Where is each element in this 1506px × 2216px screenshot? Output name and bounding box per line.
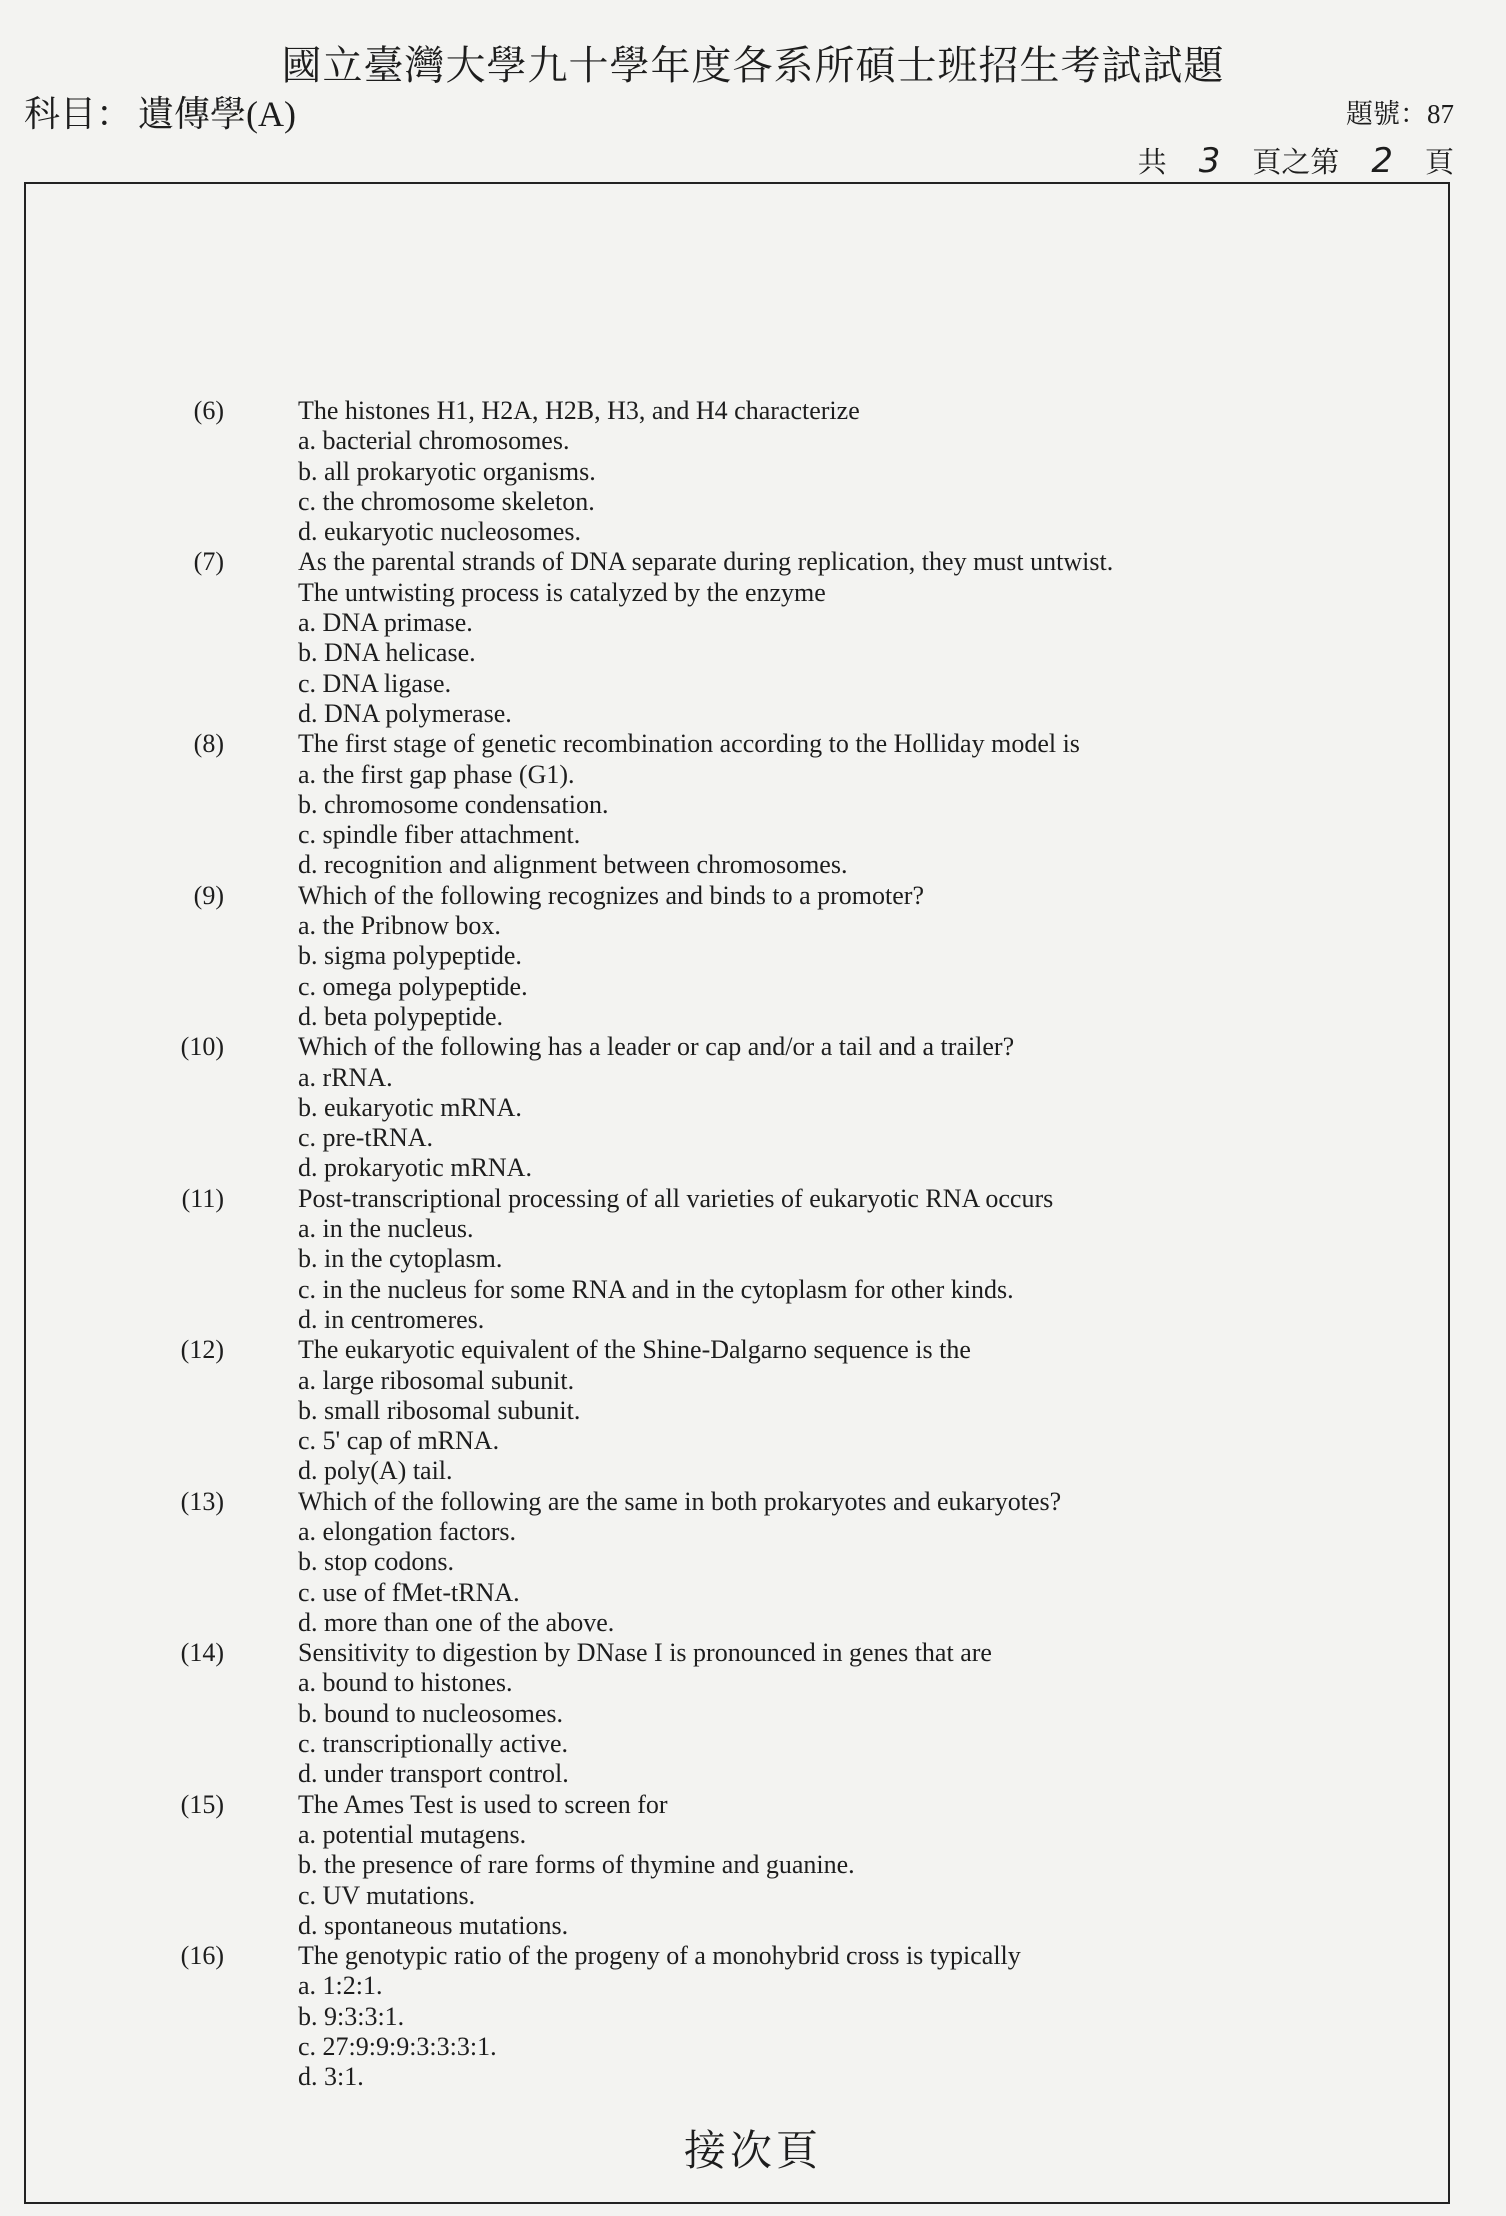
question-number-label: (8) xyxy=(193,729,224,759)
answer-option: c. transcriptionally active. xyxy=(298,1729,569,1759)
answer-option: c. omega polypeptide. xyxy=(298,971,528,1001)
page-total-value: 3 xyxy=(1198,141,1221,181)
answer-option: d. DNA polymerase. xyxy=(298,698,512,728)
answer-option: d. prokaryotic mRNA. xyxy=(298,1153,532,1183)
question-stem xyxy=(298,1487,1390,1517)
question-stem xyxy=(298,1032,1390,1062)
answer-option: b. small ribosomal subunit. xyxy=(298,1395,581,1425)
answer-option: b. all prokaryotic organisms. xyxy=(298,456,596,486)
answer-option: b. 9:3:3:1. xyxy=(298,2001,405,2031)
question-number-label: (9) xyxy=(193,880,224,910)
question-stem xyxy=(298,1638,1390,1668)
answer-option: c. 27:9:9:9:3:3:3:1. xyxy=(298,2032,497,2062)
answer-option: d. spontaneous mutations. xyxy=(298,1910,569,1940)
question-stem-line: As the parental strands of DNA separate during replication, they must untwist. xyxy=(298,547,1114,577)
question-item xyxy=(193,547,1390,729)
question-number-label: (14) xyxy=(180,1638,224,1668)
question-stem xyxy=(298,1941,1390,1971)
answer-option: d. recognition and alignment between chromosomes. xyxy=(298,850,848,880)
question-stem-line: Sensitivity to digestion by DNase I is pronounced in genes that are xyxy=(298,1638,992,1668)
answer-option: d. more than one of the above. xyxy=(298,1607,615,1637)
subject-value: 遺傳學(A) xyxy=(138,94,296,134)
answer-option: a. in the nucleus. xyxy=(298,1214,474,1244)
question-stem xyxy=(298,547,1390,608)
question-number-label: (6) xyxy=(193,396,224,425)
answer-option: b. the presence of rare forms of thymine and guanine. xyxy=(298,1850,855,1880)
question-item xyxy=(180,1335,1390,1486)
answer-option: d. under transport control. xyxy=(298,1759,569,1789)
question-stem-line: Which of the following are the same in both prokaryotes and eukaryotes? xyxy=(298,1486,1062,1516)
question-number-label: 題號： xyxy=(1346,99,1427,129)
subject-line xyxy=(24,86,296,137)
page-title: 國立臺灣大學九十學年度各系所碩士班招生考試試題 xyxy=(281,43,1225,88)
question-number-label: (11) xyxy=(181,1183,224,1213)
question-number xyxy=(1346,92,1454,131)
answer-option: c. pre-tRNA. xyxy=(298,1123,434,1153)
next-page-note: 接次頁 xyxy=(683,2129,822,2175)
answer-option: c. UV mutations. xyxy=(298,1880,476,1910)
question-stem-line: Which of the following has a leader or cap and/or a tail and a trailer? xyxy=(298,1032,1015,1062)
question-item xyxy=(180,1486,1390,1638)
answer-option: b. in the cytoplasm. xyxy=(298,1244,503,1274)
question-number-label: (16) xyxy=(180,1941,224,1971)
question-item xyxy=(193,396,1390,547)
question-stem-line: The eukaryotic equivalent of the Shine-Dalgarno sequence is the xyxy=(298,1335,971,1365)
question-list xyxy=(180,396,1390,2093)
question-item xyxy=(180,1638,1390,1789)
answer-option: b. stop codons. xyxy=(298,1547,454,1577)
question-item xyxy=(181,1183,1390,1335)
page-mid: 頁之第 xyxy=(1252,147,1340,179)
answer-option: c. spindle fiber attachment. xyxy=(298,820,581,850)
answer-option: a. DNA primase. xyxy=(298,608,473,638)
subject-label: 科目： xyxy=(24,94,133,134)
question-item xyxy=(193,729,1390,880)
question-stem-line: The histones H1, H2A, H2B, H3, and H4 characterize xyxy=(298,396,860,425)
question-stem xyxy=(298,1790,1390,1820)
answer-option: b. eukaryotic mRNA. xyxy=(298,1092,522,1122)
answer-option: d. in centromeres. xyxy=(298,1304,485,1334)
answer-option: c. in the nucleus for some RNA and in the cytoplasm for other kinds. xyxy=(298,1274,1014,1304)
answer-option: d. 3:1. xyxy=(298,2062,364,2092)
answer-option: c. DNA ligase. xyxy=(298,668,452,698)
question-item xyxy=(193,880,1390,1032)
question-stem xyxy=(298,729,1390,759)
question-stem-line: The genotypic ratio of the progeny of a monohybrid cross is typically xyxy=(298,1941,1021,1971)
answer-option: d. poly(A) tail. xyxy=(298,1456,453,1486)
page-suffix: 頁 xyxy=(1424,147,1454,179)
question-stem-line: The untwisting process is catalyzed by the enzyme xyxy=(298,577,826,607)
answer-option: a. the Pribnow box. xyxy=(298,911,501,941)
question-stem-line: The Ames Test is used to screen for xyxy=(298,1789,668,1819)
page-current-value: 2 xyxy=(1371,141,1393,181)
question-item xyxy=(180,1941,1390,2092)
question-stem-line: The first stage of genetic recombination according to the Holliday model is xyxy=(298,729,1080,759)
answer-option: a. the first gap phase (G1). xyxy=(298,759,575,789)
question-item xyxy=(180,1032,1390,1183)
answer-option: a. elongation factors. xyxy=(298,1516,517,1546)
question-number-label: (13) xyxy=(180,1486,224,1516)
question-number-label: (12) xyxy=(180,1335,224,1365)
question-stem xyxy=(298,1335,1390,1365)
question-stem xyxy=(298,1184,1390,1214)
question-number-label: (7) xyxy=(193,547,224,577)
question-stem xyxy=(298,396,1390,426)
question-number-label: (15) xyxy=(180,1789,224,1819)
answer-option: a. rRNA. xyxy=(298,1062,393,1092)
answer-option: d. eukaryotic nucleosomes. xyxy=(298,517,582,547)
answer-option: b. DNA helicase. xyxy=(298,638,476,668)
answer-option: c. the chromosome skeleton. xyxy=(298,486,595,516)
answer-option: d. beta polypeptide. xyxy=(298,1001,504,1031)
question-number-value: 87 xyxy=(1427,99,1454,129)
answer-option: b. sigma polypeptide. xyxy=(298,941,522,971)
answer-option: a. 1:2:1. xyxy=(298,1971,383,2001)
answer-option: c. use of fMet-tRNA. xyxy=(298,1577,520,1607)
question-stem xyxy=(298,881,1390,911)
answer-option: a. potential mutagens. xyxy=(298,1819,527,1849)
answer-option: c. 5' cap of mRNA. xyxy=(298,1426,500,1456)
question-item xyxy=(180,1789,1390,1941)
question-stem-line: Post-transcriptional processing of all varieties of eukaryotic RNA occurs xyxy=(298,1183,1054,1213)
page-total-prefix: 共 xyxy=(1137,147,1167,179)
answer-option: a. large ribosomal subunit. xyxy=(298,1365,575,1395)
page-info xyxy=(1138,140,1454,181)
answer-option: a. bacterial chromosomes. xyxy=(298,426,570,456)
answer-option: a. bound to histones. xyxy=(298,1668,513,1698)
answer-option: b. bound to nucleosomes. xyxy=(298,1698,564,1728)
question-stem-line: Which of the following recognizes and binds to a promoter? xyxy=(298,880,924,910)
answer-option: b. chromosome condensation. xyxy=(298,789,609,819)
question-number-label: (10) xyxy=(180,1032,224,1062)
